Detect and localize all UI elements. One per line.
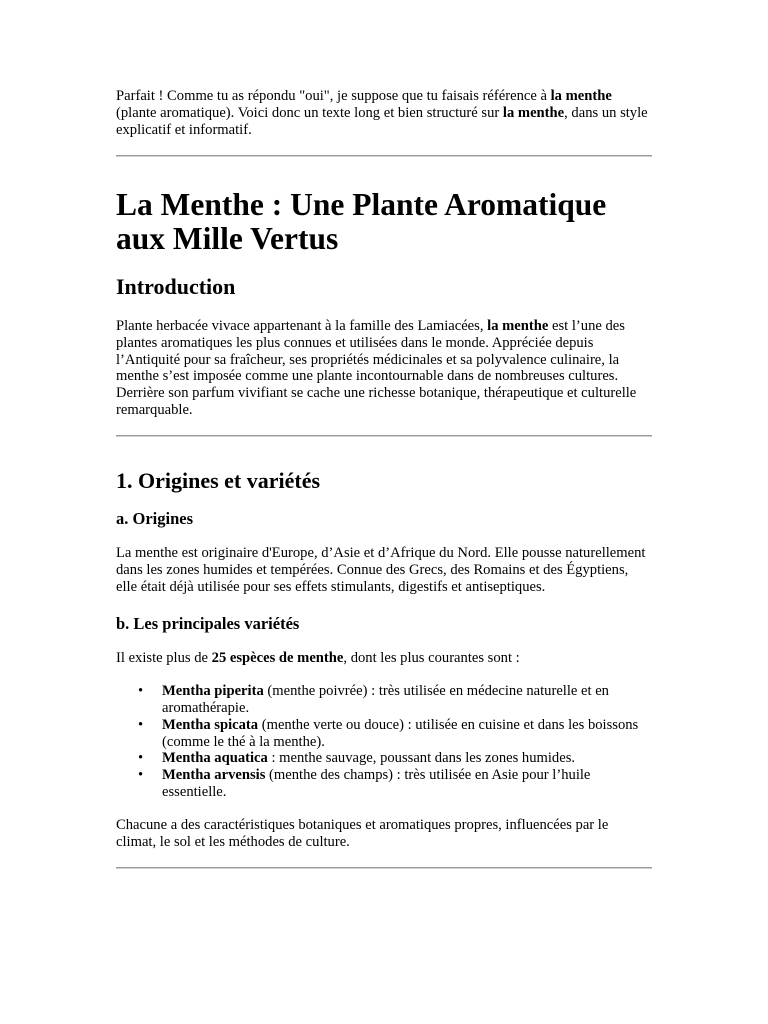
varieties-lead-text: Il existe plus de [116,649,212,666]
section-heading: 1. Origines et variétés [116,468,321,494]
variety-name: Mentha arvensis [162,767,266,784]
subsection-heading-varieties: b. Les principales variétés [116,613,300,633]
introduction-heading: Introduction [116,273,236,299]
intro-note [116,88,652,139]
list-item [116,767,652,801]
introduction-bold: la menthe [487,317,549,334]
varieties-lead-bold: 25 espèces de menthe [211,649,344,666]
document-body [116,88,652,869]
varieties-list [116,683,652,801]
variety-desc: (menthe verte ou douce) : utilisée en cuisine et dans les boissons (comme le thé à la menthe). [162,716,639,750]
variety-desc: : menthe sauvage, poussant dans les zones humides. [267,750,576,767]
variety-name: Mentha spicata [162,716,259,733]
list-item [116,750,652,767]
introduction-text: Plante herbacée vivace appartenant à la famille des Lamiacées, [116,317,488,334]
varieties-closing: Chacune a des caractéristiques botaniques et aromatiques propres, influencées par le climat, le sol et les méthodes de culture. [116,817,609,851]
intro-note-text: (plante aromatique). Voici donc un texte long et bien structuré sur [116,104,503,121]
divider [116,155,652,157]
intro-note-bold: la menthe [502,104,565,121]
divider [116,435,652,437]
origins-paragraph: La menthe est originaire d'Europe, d’Asie et d’Afrique du Nord. Elle pousse naturellement dans les zones humides et tempérées. Connue des Grecs, des Romains et des Égyptiens, elle était déjà utilisée pour ses effets stimulants, digestifs et antiseptiques. [116,545,646,595]
list-item [116,683,652,717]
variety-desc: (menthe des champs) : très utilisée en Asie pour l’huile essentielle. [162,767,591,801]
document-title: La Menthe : Une Plante Aromatique aux Mille Vertus [116,186,607,256]
intro-note-text: Parfait ! Comme tu as répondu "oui", je suppose que tu faisais référence à [116,88,551,104]
intro-note-bold: la menthe [550,88,612,104]
variety-name: Mentha aquatica [162,750,268,767]
varieties-lead-text: , dont les plus courantes sont : [343,649,520,666]
introduction-paragraph [116,318,652,419]
divider [116,867,652,869]
subsection-heading-origins: a. Origines [116,509,193,529]
variety-desc: (menthe poivrée) : très utilisée en médecine naturelle et en aromathérapie. [162,682,609,716]
variety-name: Mentha piperita [162,682,264,699]
varieties-lead [116,650,652,667]
introduction-text: est l’une des plantes aromatiques les plus connues et utilisées dans le monde. Appréciée depuis l’Antiquité pour sa fraîcheur, ses propriétés médicinales et sa polyvalence culinaire, la menthe s’est imposée comme une plante incontournable dans de nombreuses cultures. Derrière son parfum vivifiant se cache une richesse botanique, thérapeutique et culturelle remarquable. [116,317,637,419]
intro-note-text: , dans un style explicatif et informatif. [116,104,648,138]
list-item [116,717,652,751]
